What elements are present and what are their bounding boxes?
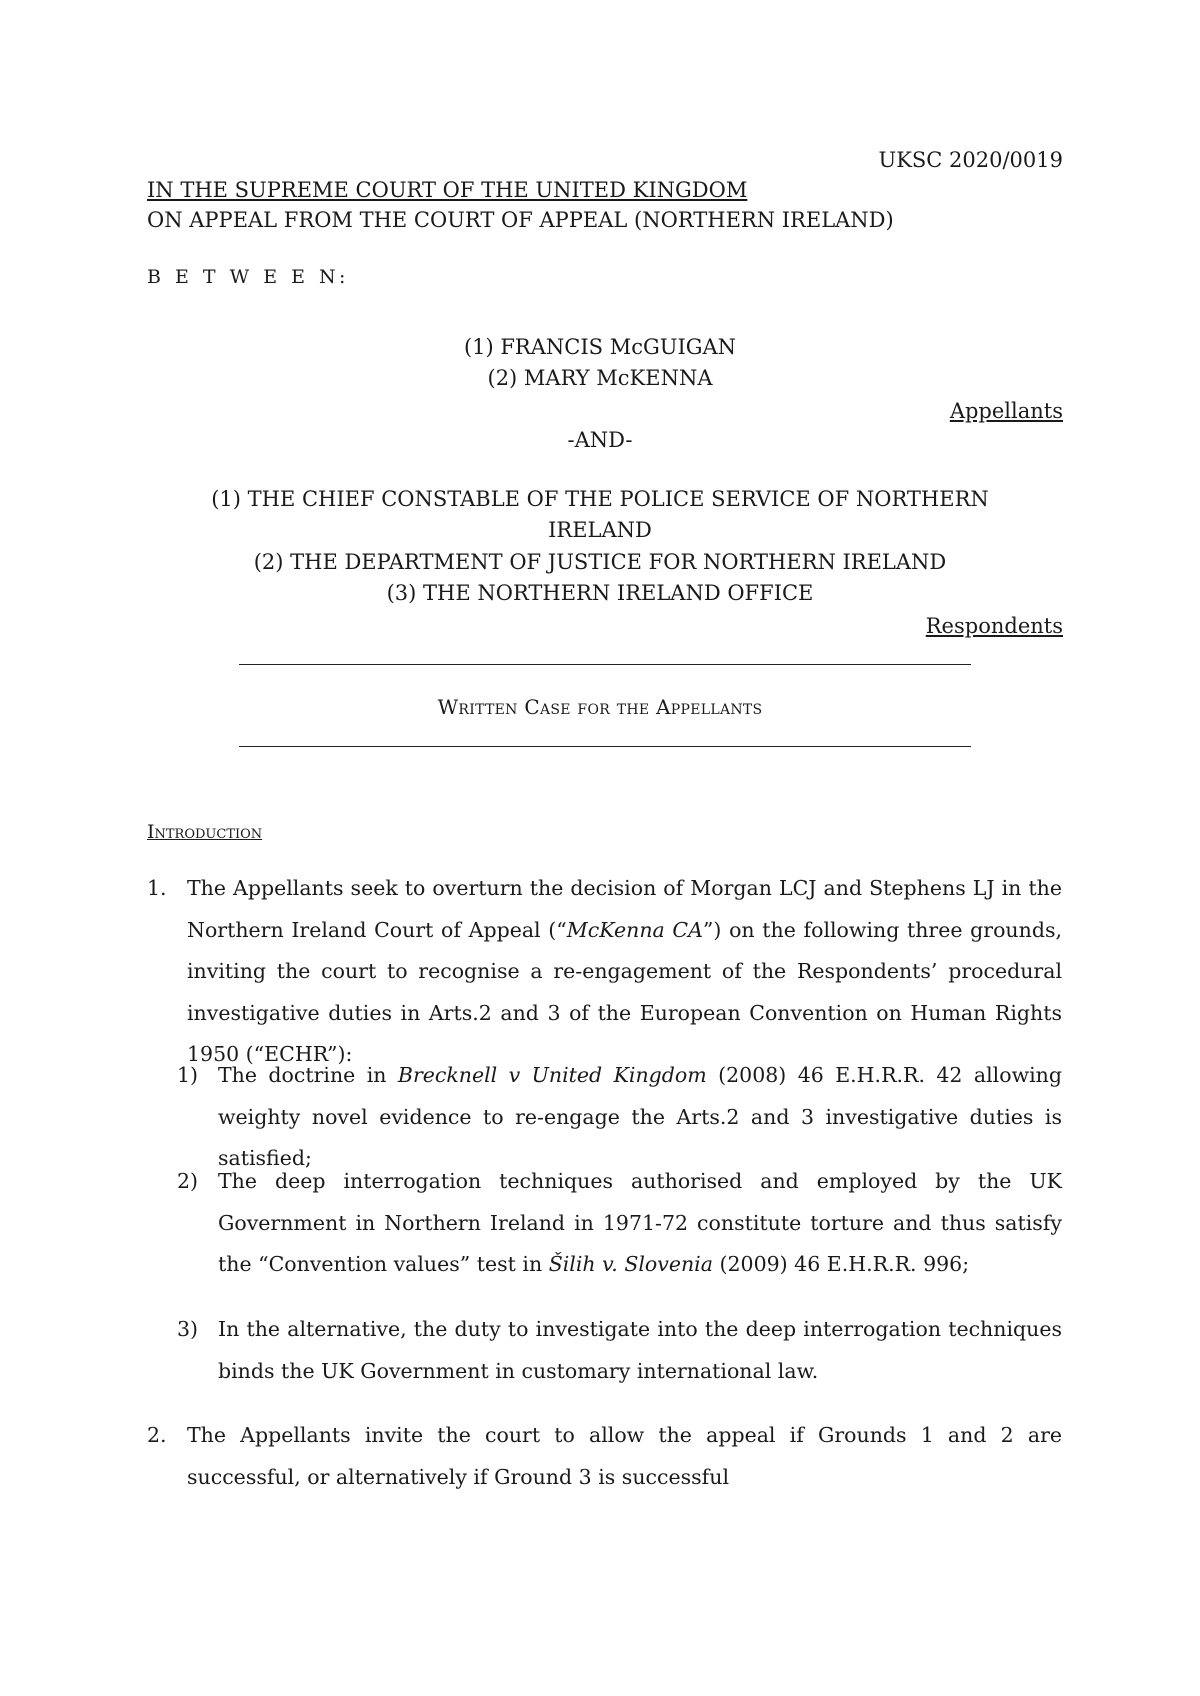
and-separator: -AND- [567,428,633,452]
paragraph-text: The Appellants seek to overturn the decision of Morgan LCJ and Stephens LJ in the Northern Ireland Court of Appeal (“McKenna CA”) on the following three grounds, inviting the court to recognise a re-engagement of the Respondents’ procedural investigative duties in Arts.2 and 3 of the European Convention on Human Rights 1950 (“ECHR”): [187,876,1062,1066]
paragraph-number: 2. [147,1423,167,1447]
paragraph-text: The Appellants invite the court to allow the appeal if Grounds 1 and 2 are successful, or alternatively if Ground 3 is successful [187,1423,1062,1489]
paragraph-2 [147,1415,1062,1498]
ground-text: The deep interrogation techniques authorised and employed by the UK Government in Northern Ireland in 1971-72 constitute torture and thus satisfy the “Convention values” test in Šilih v. Slovenia (2009) 46 E.H.R.R. 996; [218,1169,1062,1276]
case-number: UKSC 2020/0019 [878,148,1063,172]
court-title: IN THE SUPREME COURT OF THE UNITED KINGDOM [147,178,748,202]
respondent-1-line-1: (1) THE CHIEF CONSTABLE OF THE POLICE SERVICE OF NORTHERN [211,487,989,511]
appellant-1: (1) FRANCIS McGUIGAN [463,335,737,359]
section-heading: Introduction [147,821,263,843]
ground-3 [177,1309,1062,1392]
paragraph-number: 1. [147,876,167,900]
appellants-label: Appellants [949,399,1063,423]
ground-number: 3) [177,1317,199,1341]
title-rule-bottom [239,746,971,747]
appeal-origin: ON APPEAL FROM THE COURT OF APPEAL (NORTHERN IRELAND) [147,208,894,232]
ground-number: 2) [177,1169,199,1193]
document-title: Written Case for the Appellants [437,695,763,719]
between-label: B E T W E E N: [147,266,350,288]
ground-2 [177,1161,1062,1286]
ground-number: 1) [177,1063,199,1087]
respondent-3: (3) THE NORTHERN IRELAND OFFICE [386,581,814,605]
respondent-2: (2) THE DEPARTMENT OF JUSTICE FOR NORTHERN IRELAND [253,550,947,574]
ground-text: In the alternative, the duty to investigate into the deep interrogation techniques binds the UK Government in customary international law. [218,1317,1062,1383]
respondents-label: Respondents [925,614,1063,638]
paragraph-1 [147,868,1062,1076]
appellant-2: (2) MARY McKENNA [487,366,713,390]
title-rule-top [239,664,971,665]
respondent-1-line-2: IRELAND [548,518,652,542]
ground-text: The doctrine in Brecknell v United Kingdom (2008) 46 E.H.R.R. 42 allowing weighty novel evidence to re-engage the Arts.2 and 3 investigative duties is satisfied; [218,1063,1062,1170]
